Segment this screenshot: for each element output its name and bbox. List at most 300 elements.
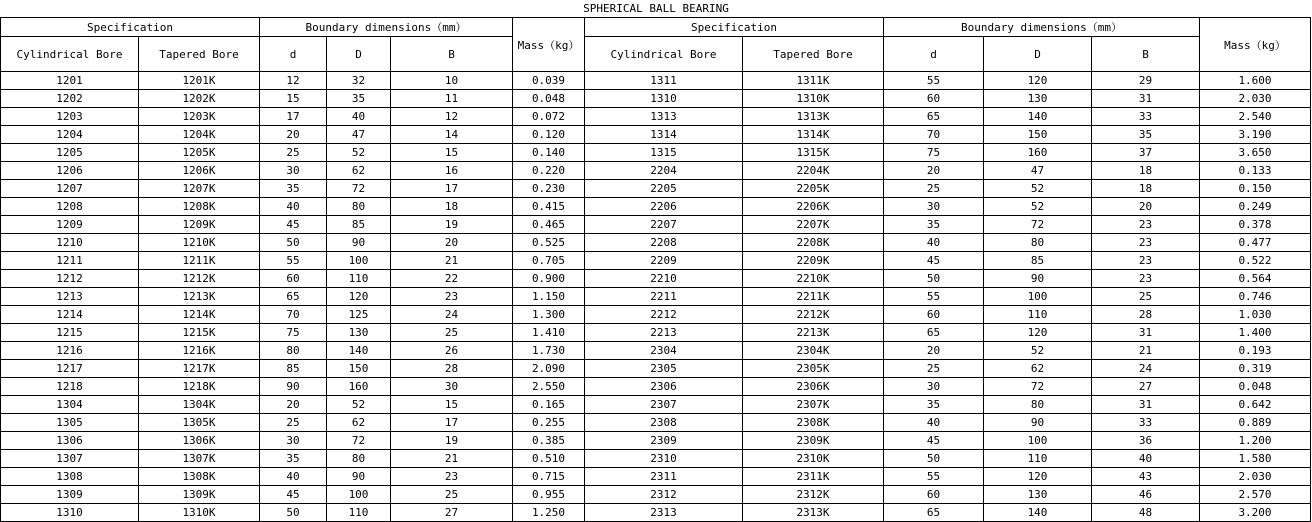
inner-diameter-cell: 15 — [260, 90, 327, 108]
inner-diameter-cell: 20 — [884, 162, 984, 180]
cylindrical-bore-cell: 1205 — [1, 144, 139, 162]
width-cell: 23 — [1092, 252, 1200, 270]
cylindrical-bore-cell: 2212 — [585, 306, 743, 324]
inner-diameter-header-left: d — [260, 37, 327, 72]
inner-diameter-cell: 45 — [260, 216, 327, 234]
cylindrical-bore-cell: 1209 — [1, 216, 139, 234]
tapered-bore-cell: 2208K — [743, 234, 884, 252]
cylindrical-bore-cell: 1202 — [1, 90, 139, 108]
cylindrical-bore-cell: 1311 — [585, 72, 743, 90]
width-cell: 14 — [391, 126, 513, 144]
width-cell: 31 — [1092, 396, 1200, 414]
cylindrical-bore-cell: 1218 — [1, 378, 139, 396]
specification-header-left: Specification — [1, 18, 260, 37]
width-cell: 23 — [1092, 234, 1200, 252]
width-cell: 29 — [1092, 72, 1200, 90]
tapered-bore-cell: 1307K — [139, 450, 260, 468]
table-row — [1, 108, 1311, 126]
cylindrical-bore-cell: 1310 — [1, 504, 139, 522]
inner-diameter-cell: 25 — [260, 144, 327, 162]
mass-cell: 0.165 — [513, 396, 585, 414]
tapered-bore-cell: 1309K — [139, 486, 260, 504]
cylindrical-bore-cell: 2308 — [585, 414, 743, 432]
tapered-bore-cell: 1212K — [139, 270, 260, 288]
specification-header-right: Specification — [585, 18, 884, 37]
width-cell: 10 — [391, 72, 513, 90]
table-row — [1, 360, 1311, 378]
width-cell: 25 — [391, 324, 513, 342]
tapered-bore-cell: 1305K — [139, 414, 260, 432]
outer-diameter-cell: 85 — [984, 252, 1092, 270]
tapered-bore-cell: 1208K — [139, 198, 260, 216]
mass-cell: 0.133 — [1200, 162, 1311, 180]
mass-cell: 0.150 — [1200, 180, 1311, 198]
inner-diameter-cell: 30 — [884, 378, 984, 396]
width-cell: 17 — [391, 180, 513, 198]
tapered-bore-cell: 1209K — [139, 216, 260, 234]
inner-diameter-cell: 30 — [260, 432, 327, 450]
mass-cell: 3.190 — [1200, 126, 1311, 144]
tapered-bore-cell: 2207K — [743, 216, 884, 234]
outer-diameter-cell: 150 — [984, 126, 1092, 144]
tapered-bore-cell: 2306K — [743, 378, 884, 396]
mass-cell: 0.746 — [1200, 288, 1311, 306]
cylindrical-bore-header-right: Cylindrical Bore — [585, 37, 743, 72]
mass-cell: 0.072 — [513, 108, 585, 126]
tapered-bore-cell: 1213K — [139, 288, 260, 306]
tapered-bore-cell: 2210K — [743, 270, 884, 288]
width-cell: 19 — [391, 216, 513, 234]
width-cell: 12 — [391, 108, 513, 126]
outer-diameter-cell: 72 — [327, 432, 391, 450]
width-cell: 28 — [391, 360, 513, 378]
mass-cell: 0.039 — [513, 72, 585, 90]
outer-diameter-cell: 100 — [984, 288, 1092, 306]
inner-diameter-cell: 75 — [884, 144, 984, 162]
cylindrical-bore-cell: 1217 — [1, 360, 139, 378]
mass-cell: 0.955 — [513, 486, 585, 504]
table-row — [1, 396, 1311, 414]
width-cell: 33 — [1092, 108, 1200, 126]
inner-diameter-cell: 20 — [260, 126, 327, 144]
inner-diameter-cell: 75 — [260, 324, 327, 342]
outer-diameter-cell: 62 — [327, 162, 391, 180]
mass-cell: 1.030 — [1200, 306, 1311, 324]
width-cell: 20 — [1092, 198, 1200, 216]
width-cell: 17 — [391, 414, 513, 432]
cylindrical-bore-cell: 2313 — [585, 504, 743, 522]
inner-diameter-cell: 40 — [260, 468, 327, 486]
tapered-bore-header-right: Tapered Bore — [743, 37, 884, 72]
cylindrical-bore-cell: 1207 — [1, 180, 139, 198]
width-cell: 25 — [1092, 288, 1200, 306]
tapered-bore-header-left: Tapered Bore — [139, 37, 260, 72]
outer-diameter-cell: 52 — [984, 180, 1092, 198]
table-row — [1, 144, 1311, 162]
inner-diameter-cell: 65 — [884, 108, 984, 126]
table-row — [1, 450, 1311, 468]
width-cell: 19 — [391, 432, 513, 450]
table-row — [1, 306, 1311, 324]
width-cell: 21 — [391, 252, 513, 270]
outer-diameter-cell: 140 — [984, 504, 1092, 522]
inner-diameter-cell: 55 — [884, 468, 984, 486]
outer-diameter-cell: 90 — [327, 234, 391, 252]
outer-diameter-cell: 150 — [327, 360, 391, 378]
table-row — [1, 162, 1311, 180]
outer-diameter-cell: 110 — [327, 270, 391, 288]
width-cell: 21 — [1092, 342, 1200, 360]
mass-cell: 0.889 — [1200, 414, 1311, 432]
cylindrical-bore-cell: 1213 — [1, 288, 139, 306]
width-cell: 25 — [391, 486, 513, 504]
mass-cell: 2.550 — [513, 378, 585, 396]
table-row — [1, 90, 1311, 108]
cylindrical-bore-cell: 1211 — [1, 252, 139, 270]
width-cell: 28 — [1092, 306, 1200, 324]
width-cell: 16 — [391, 162, 513, 180]
inner-diameter-cell: 55 — [884, 72, 984, 90]
outer-diameter-cell: 160 — [984, 144, 1092, 162]
inner-diameter-cell: 50 — [884, 270, 984, 288]
width-cell: 23 — [1092, 270, 1200, 288]
inner-diameter-cell: 80 — [260, 342, 327, 360]
mass-cell: 2.030 — [1200, 90, 1311, 108]
tapered-bore-cell: 2310K — [743, 450, 884, 468]
width-cell: 43 — [1092, 468, 1200, 486]
cylindrical-bore-cell: 1210 — [1, 234, 139, 252]
tapered-bore-cell: 2311K — [743, 468, 884, 486]
outer-diameter-cell: 32 — [327, 72, 391, 90]
cylindrical-bore-cell: 2211 — [585, 288, 743, 306]
outer-diameter-cell: 52 — [984, 198, 1092, 216]
outer-diameter-cell: 140 — [984, 108, 1092, 126]
table-row — [1, 486, 1311, 504]
outer-diameter-cell: 80 — [327, 198, 391, 216]
cylindrical-bore-cell: 1216 — [1, 342, 139, 360]
outer-diameter-cell: 52 — [327, 144, 391, 162]
width-cell: 15 — [391, 396, 513, 414]
table-row — [1, 198, 1311, 216]
mass-cell: 0.048 — [513, 90, 585, 108]
table-row — [1, 234, 1311, 252]
mass-cell: 0.415 — [513, 198, 585, 216]
width-cell: 33 — [1092, 414, 1200, 432]
outer-diameter-cell: 140 — [327, 342, 391, 360]
outer-diameter-cell: 47 — [984, 162, 1092, 180]
mass-cell: 2.030 — [1200, 468, 1311, 486]
table-row — [1, 270, 1311, 288]
mass-cell: 1.150 — [513, 288, 585, 306]
inner-diameter-cell: 50 — [260, 504, 327, 522]
cylindrical-bore-cell: 2304 — [585, 342, 743, 360]
tapered-bore-cell: 2206K — [743, 198, 884, 216]
cylindrical-bore-cell: 2305 — [585, 360, 743, 378]
outer-diameter-cell: 52 — [984, 342, 1092, 360]
mass-cell: 0.319 — [1200, 360, 1311, 378]
cylindrical-bore-cell: 2307 — [585, 396, 743, 414]
mass-cell: 0.705 — [513, 252, 585, 270]
tapered-bore-cell: 1207K — [139, 180, 260, 198]
width-cell: 18 — [1092, 162, 1200, 180]
cylindrical-bore-cell: 2209 — [585, 252, 743, 270]
mass-cell: 0.193 — [1200, 342, 1311, 360]
cylindrical-bore-cell: 2309 — [585, 432, 743, 450]
mass-cell: 0.120 — [513, 126, 585, 144]
tapered-bore-cell: 1310K — [743, 90, 884, 108]
tapered-bore-cell: 1217K — [139, 360, 260, 378]
tapered-bore-cell: 1206K — [139, 162, 260, 180]
table-row — [1, 180, 1311, 198]
cylindrical-bore-cell: 1215 — [1, 324, 139, 342]
inner-diameter-cell: 35 — [260, 450, 327, 468]
bearing-table — [0, 17, 1311, 522]
inner-diameter-cell: 65 — [884, 504, 984, 522]
width-cell: 46 — [1092, 486, 1200, 504]
cylindrical-bore-cell: 1308 — [1, 468, 139, 486]
inner-diameter-cell: 35 — [260, 180, 327, 198]
tapered-bore-cell: 1201K — [139, 72, 260, 90]
inner-diameter-cell: 65 — [884, 324, 984, 342]
outer-diameter-cell: 40 — [327, 108, 391, 126]
outer-diameter-cell: 80 — [984, 396, 1092, 414]
cylindrical-bore-cell: 1307 — [1, 450, 139, 468]
width-cell: 24 — [1092, 360, 1200, 378]
width-cell: 22 — [391, 270, 513, 288]
outer-diameter-cell: 35 — [327, 90, 391, 108]
tapered-bore-cell: 1204K — [139, 126, 260, 144]
width-cell: 31 — [1092, 90, 1200, 108]
inner-diameter-cell: 45 — [884, 252, 984, 270]
outer-diameter-cell: 125 — [327, 306, 391, 324]
cylindrical-bore-cell: 2213 — [585, 324, 743, 342]
table-row — [1, 126, 1311, 144]
cylindrical-bore-cell: 1313 — [585, 108, 743, 126]
table-row — [1, 216, 1311, 234]
tapered-bore-cell: 1216K — [139, 342, 260, 360]
inner-diameter-cell: 90 — [260, 378, 327, 396]
cylindrical-bore-cell: 2312 — [585, 486, 743, 504]
outer-diameter-cell: 110 — [984, 306, 1092, 324]
table-body — [1, 72, 1311, 522]
mass-cell: 0.255 — [513, 414, 585, 432]
mass-cell: 0.477 — [1200, 234, 1311, 252]
inner-diameter-cell: 25 — [884, 360, 984, 378]
mass-cell: 1.730 — [513, 342, 585, 360]
outer-diameter-cell: 100 — [327, 252, 391, 270]
tapered-bore-cell: 2211K — [743, 288, 884, 306]
tapered-bore-cell: 1306K — [139, 432, 260, 450]
tapered-bore-cell: 1205K — [139, 144, 260, 162]
outer-diameter-cell: 85 — [327, 216, 391, 234]
tapered-bore-cell: 2307K — [743, 396, 884, 414]
outer-diameter-cell: 90 — [327, 468, 391, 486]
table-row — [1, 504, 1311, 522]
width-cell: 23 — [391, 468, 513, 486]
cylindrical-bore-cell: 1310 — [585, 90, 743, 108]
boundary-dimensions-header-left: Boundary dimensions（mm） — [260, 18, 513, 37]
mass-cell: 3.200 — [1200, 504, 1311, 522]
inner-diameter-cell: 55 — [260, 252, 327, 270]
cylindrical-bore-cell: 2207 — [585, 216, 743, 234]
width-cell: 23 — [1092, 216, 1200, 234]
width-cell: 48 — [1092, 504, 1200, 522]
outer-diameter-cell: 72 — [327, 180, 391, 198]
inner-diameter-cell: 60 — [884, 90, 984, 108]
tapered-bore-cell: 2309K — [743, 432, 884, 450]
mass-cell: 0.900 — [513, 270, 585, 288]
outer-diameter-cell: 80 — [327, 450, 391, 468]
tapered-bore-cell: 2304K — [743, 342, 884, 360]
mass-cell: 2.090 — [513, 360, 585, 378]
table-row — [1, 252, 1311, 270]
cylindrical-bore-cell: 1309 — [1, 486, 139, 504]
width-cell: 24 — [391, 306, 513, 324]
tapered-bore-cell: 2205K — [743, 180, 884, 198]
cylindrical-bore-cell: 1304 — [1, 396, 139, 414]
outer-diameter-header-right: D — [984, 37, 1092, 72]
mass-cell: 1.410 — [513, 324, 585, 342]
mass-cell: 0.230 — [513, 180, 585, 198]
inner-diameter-cell: 60 — [884, 306, 984, 324]
mass-cell: 3.650 — [1200, 144, 1311, 162]
width-header-left: B — [391, 37, 513, 72]
mass-cell: 0.642 — [1200, 396, 1311, 414]
outer-diameter-cell: 62 — [327, 414, 391, 432]
outer-diameter-cell: 100 — [327, 486, 391, 504]
outer-diameter-cell: 90 — [984, 414, 1092, 432]
mass-cell: 0.564 — [1200, 270, 1311, 288]
tapered-bore-cell: 2204K — [743, 162, 884, 180]
tapered-bore-cell: 1218K — [139, 378, 260, 396]
outer-diameter-cell: 130 — [327, 324, 391, 342]
width-header-right: B — [1092, 37, 1200, 72]
cylindrical-bore-cell: 1203 — [1, 108, 139, 126]
boundary-dimensions-header-right: Boundary dimensions（mm） — [884, 18, 1200, 37]
mass-cell: 0.140 — [513, 144, 585, 162]
tapered-bore-cell: 1304K — [139, 396, 260, 414]
tapered-bore-cell: 2312K — [743, 486, 884, 504]
outer-diameter-cell: 110 — [327, 504, 391, 522]
outer-diameter-cell: 120 — [984, 72, 1092, 90]
width-cell: 37 — [1092, 144, 1200, 162]
inner-diameter-cell: 65 — [260, 288, 327, 306]
table-row — [1, 414, 1311, 432]
tapered-bore-cell: 2313K — [743, 504, 884, 522]
tapered-bore-cell: 1210K — [139, 234, 260, 252]
tapered-bore-cell: 1214K — [139, 306, 260, 324]
mass-cell: 1.200 — [1200, 432, 1311, 450]
inner-diameter-cell: 85 — [260, 360, 327, 378]
cylindrical-bore-header-left: Cylindrical Bore — [1, 37, 139, 72]
width-cell: 35 — [1092, 126, 1200, 144]
cylindrical-bore-cell: 1212 — [1, 270, 139, 288]
inner-diameter-cell: 45 — [260, 486, 327, 504]
mass-cell: 1.600 — [1200, 72, 1311, 90]
inner-diameter-cell: 12 — [260, 72, 327, 90]
width-cell: 36 — [1092, 432, 1200, 450]
mass-cell: 2.570 — [1200, 486, 1311, 504]
cylindrical-bore-cell: 2311 — [585, 468, 743, 486]
inner-diameter-cell: 25 — [884, 180, 984, 198]
cylindrical-bore-cell: 2306 — [585, 378, 743, 396]
inner-diameter-header-right: d — [884, 37, 984, 72]
inner-diameter-cell: 20 — [884, 342, 984, 360]
cylindrical-bore-cell: 1208 — [1, 198, 139, 216]
tapered-bore-cell: 1308K — [139, 468, 260, 486]
cylindrical-bore-cell: 2310 — [585, 450, 743, 468]
inner-diameter-cell: 55 — [884, 288, 984, 306]
cylindrical-bore-cell: 1314 — [585, 126, 743, 144]
width-cell: 23 — [391, 288, 513, 306]
cylindrical-bore-cell: 1214 — [1, 306, 139, 324]
outer-diameter-cell: 90 — [984, 270, 1092, 288]
cylindrical-bore-cell: 1206 — [1, 162, 139, 180]
mass-cell: 0.510 — [513, 450, 585, 468]
width-cell: 27 — [1092, 378, 1200, 396]
width-cell: 15 — [391, 144, 513, 162]
width-cell: 40 — [1092, 450, 1200, 468]
mass-cell: 0.378 — [1200, 216, 1311, 234]
table-row — [1, 324, 1311, 342]
mass-cell: 0.249 — [1200, 198, 1311, 216]
inner-diameter-cell: 40 — [884, 414, 984, 432]
inner-diameter-cell: 40 — [260, 198, 327, 216]
inner-diameter-cell: 30 — [884, 198, 984, 216]
width-cell: 21 — [391, 450, 513, 468]
mass-cell: 0.522 — [1200, 252, 1311, 270]
table-row — [1, 342, 1311, 360]
mass-header-right: Mass（kg） — [1200, 18, 1311, 72]
width-cell: 27 — [391, 504, 513, 522]
cylindrical-bore-cell: 1204 — [1, 126, 139, 144]
inner-diameter-cell: 70 — [260, 306, 327, 324]
mass-cell: 0.385 — [513, 432, 585, 450]
width-cell: 26 — [391, 342, 513, 360]
table-row — [1, 378, 1311, 396]
tapered-bore-cell: 1313K — [743, 108, 884, 126]
mass-cell: 2.540 — [1200, 108, 1311, 126]
mass-cell: 0.465 — [513, 216, 585, 234]
cylindrical-bore-cell: 2204 — [585, 162, 743, 180]
width-cell: 30 — [391, 378, 513, 396]
table-row — [1, 468, 1311, 486]
inner-diameter-cell: 35 — [884, 396, 984, 414]
inner-diameter-cell: 70 — [884, 126, 984, 144]
cylindrical-bore-cell: 2206 — [585, 198, 743, 216]
outer-diameter-cell: 130 — [984, 486, 1092, 504]
outer-diameter-cell: 80 — [984, 234, 1092, 252]
tapered-bore-cell: 1315K — [743, 144, 884, 162]
outer-diameter-cell: 72 — [984, 216, 1092, 234]
outer-diameter-cell: 120 — [984, 468, 1092, 486]
mass-cell: 1.580 — [1200, 450, 1311, 468]
inner-diameter-cell: 17 — [260, 108, 327, 126]
outer-diameter-cell: 100 — [984, 432, 1092, 450]
table-row — [1, 288, 1311, 306]
tapered-bore-cell: 2212K — [743, 306, 884, 324]
cylindrical-bore-cell: 1315 — [585, 144, 743, 162]
inner-diameter-cell: 50 — [260, 234, 327, 252]
tapered-bore-cell: 2305K — [743, 360, 884, 378]
outer-diameter-cell: 72 — [984, 378, 1092, 396]
outer-diameter-cell: 160 — [327, 378, 391, 396]
tapered-bore-cell: 2213K — [743, 324, 884, 342]
inner-diameter-cell: 35 — [884, 216, 984, 234]
table-row — [1, 72, 1311, 90]
tapered-bore-cell: 2209K — [743, 252, 884, 270]
mass-cell: 1.250 — [513, 504, 585, 522]
